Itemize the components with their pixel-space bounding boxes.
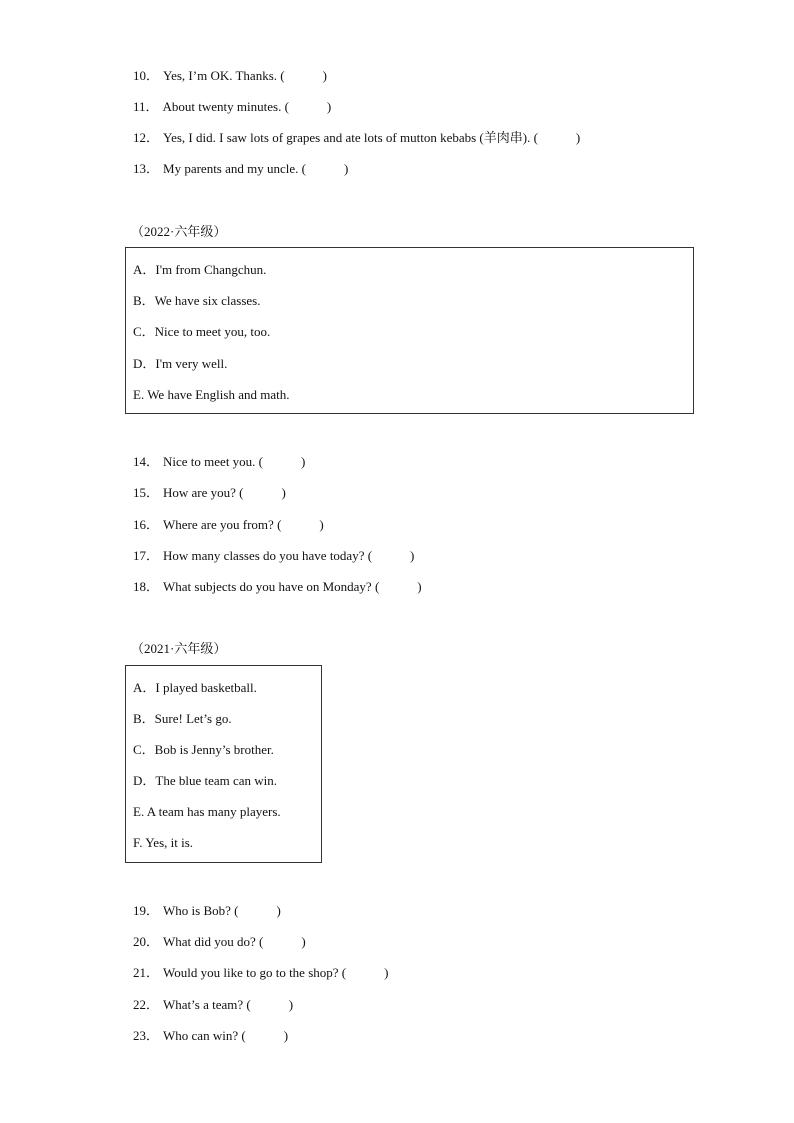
question-number: 23． — [133, 1028, 160, 1043]
answer-close-paren: ) — [319, 517, 324, 532]
question-text: What did you do? ( — [163, 934, 264, 949]
question-text: Yes, I’m OK. Thanks. ( — [163, 68, 285, 83]
question-text: Nice to meet you. ( — [163, 454, 264, 469]
question-10 — [133, 68, 327, 84]
options-box-2021 — [125, 665, 322, 863]
option-b: B．We have six classes. — [133, 293, 261, 308]
question-18 — [133, 579, 422, 595]
answer-close-paren: ) — [288, 997, 294, 1012]
question-12 — [133, 130, 580, 146]
question-number: 15． — [133, 485, 160, 500]
question-text: Where are you from? ( — [163, 517, 282, 532]
answer-close-paren: ) — [417, 579, 422, 594]
option-e: E. We have English and math. — [133, 387, 290, 402]
option-e: E. A team has many players. — [133, 804, 281, 819]
question-number: 20． — [133, 934, 160, 949]
section-label-2022: （2022·六年级） — [131, 224, 227, 239]
question-text: About twenty minutes. ( — [162, 99, 289, 114]
option-d: D．The blue team can win. — [133, 773, 278, 788]
answer-close-paren: ) — [301, 934, 306, 949]
answer-close-paren: ) — [575, 130, 581, 145]
answer-close-paren: ) — [276, 903, 281, 918]
question-number: 21． — [133, 965, 160, 980]
question-text: Would you like to go to the shop? ( — [163, 965, 347, 980]
question-number: 12． — [133, 130, 160, 145]
question-17 — [133, 548, 414, 564]
question-text: How many classes do you have today? ( — [163, 548, 373, 563]
question-number: 11． — [133, 99, 159, 114]
question-14 — [133, 454, 305, 470]
option-c: C．Nice to meet you, too. — [133, 324, 271, 339]
question-13 — [133, 161, 348, 177]
answer-close-paren: ) — [326, 99, 332, 114]
question-number: 18． — [133, 579, 160, 594]
option-d: D．I'm very well. — [133, 356, 228, 371]
section-label-2021: （2021·六年级） — [131, 641, 227, 656]
question-number: 17． — [133, 548, 160, 563]
option-a: A．I played basketball. — [133, 680, 257, 695]
question-number: 10． — [133, 68, 160, 83]
question-text: What’s a team? ( — [163, 997, 251, 1012]
answer-close-paren: ) — [283, 1028, 289, 1043]
answer-close-paren: ) — [301, 454, 306, 469]
option-b: B．Sure! Let’s go. — [133, 711, 232, 726]
option-a: A．I'm from Changchun. — [133, 262, 267, 277]
question-text: Yes, I did. I saw lots of grapes and ate lots of mutton kebabs (羊肉串). ( — [163, 130, 538, 145]
question-text: Who is Bob? ( — [163, 903, 239, 918]
question-11 — [133, 99, 331, 115]
question-number: 19． — [133, 903, 160, 918]
question-text: My parents and my uncle. ( — [163, 161, 306, 176]
question-23 — [133, 1028, 288, 1044]
question-15 — [133, 485, 286, 501]
question-16 — [133, 517, 324, 533]
question-number: 14． — [133, 454, 160, 469]
answer-close-paren: ) — [322, 68, 327, 83]
options-box-2022 — [125, 247, 694, 414]
question-text: Who can win? ( — [163, 1028, 246, 1043]
answer-close-paren: ) — [343, 161, 349, 176]
question-text: What subjects do you have on Monday? ( — [163, 579, 380, 594]
option-c: C．Bob is Jenny’s brother. — [133, 742, 274, 757]
question-22 — [133, 997, 293, 1013]
question-number: 22． — [133, 997, 160, 1012]
question-19 — [133, 903, 281, 919]
question-number: 13． — [133, 161, 160, 176]
answer-close-paren: ) — [384, 965, 389, 980]
question-number: 16． — [133, 517, 160, 532]
answer-close-paren: ) — [410, 548, 415, 563]
answer-close-paren: ) — [281, 485, 286, 500]
option-f: F. Yes, it is. — [133, 835, 194, 850]
question-21 — [133, 965, 388, 981]
question-text: How are you? ( — [163, 485, 244, 500]
question-20 — [133, 934, 306, 950]
